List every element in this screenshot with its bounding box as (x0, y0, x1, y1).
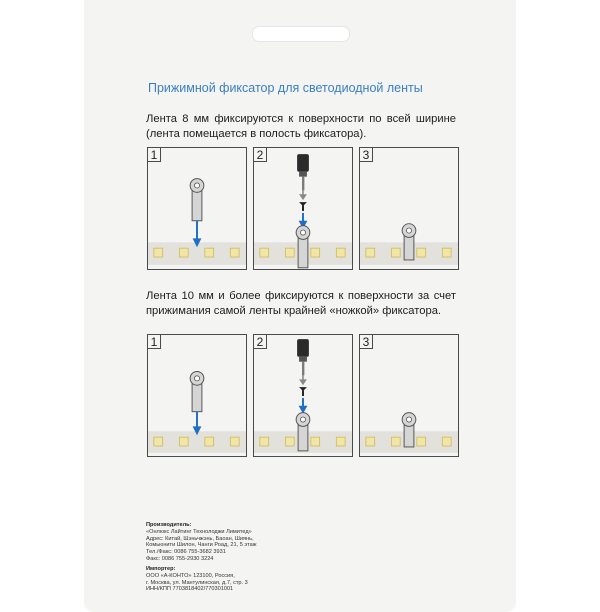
down-arrow-icon (299, 190, 307, 200)
clip-icon (402, 224, 416, 260)
manufacturer-info (146, 522, 256, 563)
step-illustration (360, 148, 458, 269)
hang-hole (252, 26, 350, 42)
step-number: 2 (253, 147, 267, 162)
step-illustration (254, 148, 352, 269)
clip-icon (296, 413, 310, 451)
step-panel-2 (253, 334, 353, 457)
manufacturer-heading: Производитель: (146, 522, 192, 528)
instruction-text-8mm: Лента 8 мм фиксируются к поверхности по всей ширине (лента помещается в полость фиксатора). (146, 113, 456, 140)
screw-icon (299, 202, 307, 211)
manufacturer-line: «Онлюкс Лайтинг Технолоджи Лимитед» (146, 528, 252, 535)
manufacturer-line: Адрес: Китай, Шэньчжэнь, Баоан, Шиянь, (146, 535, 254, 542)
clip-icon (296, 226, 310, 268)
step-number: 2 (253, 334, 267, 349)
step-panel-1 (147, 147, 247, 270)
screwdriver-icon (297, 154, 309, 190)
importer-heading: Импортер: (146, 566, 176, 572)
step-panel-2 (253, 147, 353, 270)
page-title: Прижимной фиксатор для светодиодной ленты (148, 81, 423, 95)
manufacturer-line: Тел./Факс: 0086 755-3682 3931 (146, 549, 226, 556)
step-illustration (148, 335, 246, 456)
step-illustration (148, 148, 246, 269)
instruction-text-10mm: Лента 10 мм и более фиксируются к поверхности за счет прижимания самой ленты крайней «ножкой» фиксатора. (146, 290, 456, 317)
importer-line: ИНН/КПП 7703818402/770301001 (146, 586, 234, 593)
screw-icon (299, 387, 307, 396)
step-number: 3 (359, 334, 373, 349)
screwdriver-icon (297, 339, 309, 375)
importer-line: ООО «А-КОНТО» 123100, Россия, (146, 572, 235, 579)
step-panel-3 (359, 334, 459, 457)
step-illustration (254, 335, 352, 456)
step-number: 1 (147, 147, 161, 162)
step-number: 1 (147, 334, 161, 349)
importer-info (146, 566, 248, 593)
manufacturer-line: Комьюнити Шилон, Чанги Роад, 21, 5 этаж (146, 542, 257, 549)
step-number: 3 (359, 147, 373, 162)
step-panel-1 (147, 334, 247, 457)
clip-icon (402, 413, 416, 447)
importer-line: г. Москва, ул. Мантулинская, д.7, стр. 3 (146, 579, 248, 586)
manufacturer-line: Факс: 0086 755-2930 3224 (146, 555, 214, 562)
clip-icon (190, 179, 204, 221)
down-arrow-icon (299, 398, 308, 414)
clip-icon (190, 371, 204, 411)
step-panel-3 (359, 147, 459, 270)
step-illustration (360, 335, 458, 456)
down-arrow-icon (299, 375, 307, 385)
